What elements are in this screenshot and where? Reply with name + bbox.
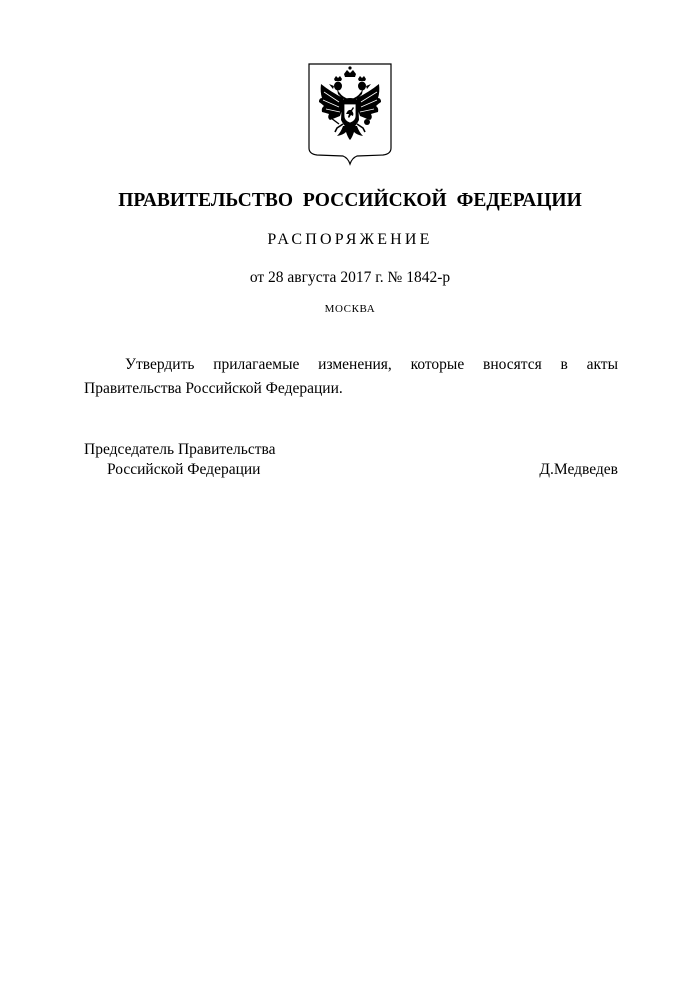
coat-of-arms-icon <box>307 62 393 166</box>
signatory-name: Д.Медведев <box>539 461 618 478</box>
document-date-number: от 28 августа 2017 г. № 1842-р <box>249 269 451 286</box>
document-type: РАСПОРЯЖЕНИЕ <box>267 231 433 248</box>
signatory-position-line2: Российской Федерации <box>107 461 261 478</box>
organization-title: ПРАВИТЕЛЬСТВО РОССИЙСКОЙ ФЕДЕРАЦИИ <box>118 190 582 211</box>
signatory-position-line1: Председатель Правительства <box>84 441 276 458</box>
decree-body-text: Утвердить прилагаемые изменения, которые вносятся в акты Правительства Российской Федерации. <box>84 356 618 397</box>
document-place: МОСКВА <box>324 303 376 315</box>
signatory-position <box>84 440 276 480</box>
